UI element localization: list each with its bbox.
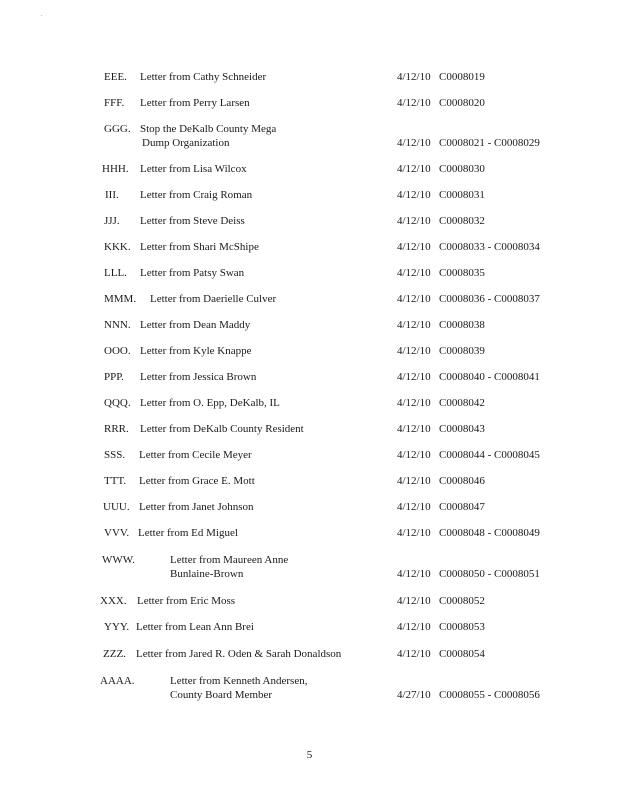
exhibit-date: 4/12/10 [397,595,431,607]
exhibit-code: LLL. [104,267,127,279]
exhibit-title [139,500,254,514]
exhibit-code: III. [105,189,119,201]
bates-range: C0008020 [439,97,485,109]
exhibit-title-line: Letter from O. Epp, DeKalb, IL [140,397,280,409]
bates-range: C0008054 [439,648,485,660]
bates-range: C0008044 - C0008045 [439,449,540,461]
exhibit-code: UUU. [103,501,130,513]
exhibit-title-line: Letter from Craig Roman [140,189,253,201]
exhibit-title [140,122,276,150]
bates-range: C0008035 [439,267,485,279]
exhibit-title [136,620,254,634]
exhibit-title [140,162,247,176]
exhibit-date: 4/12/10 [397,423,431,435]
bates-range: C0008040 - C0008041 [439,371,540,383]
exhibit-title-line: Letter from Cathy Schneider [140,71,267,83]
exhibit-code: OOO. [104,345,131,357]
exhibit-title-line: Dump Organization [142,137,230,149]
bates-range: C0008055 - C0008056 [439,689,540,701]
bates-range: C0008039 [439,345,485,357]
exhibit-title-line: Letter from Grace E. Mott [139,475,255,487]
exhibit-date: 4/12/10 [397,293,431,305]
bates-range: C0008036 - C0008037 [439,293,540,305]
page-number: 5 [306,749,313,761]
exhibit-code: JJJ. [104,215,120,227]
bates-range: C0008019 [439,71,485,83]
exhibit-code: YYY. [104,621,130,633]
exhibit-code: SSS. [104,449,126,461]
exhibit-title-line: Letter from Kenneth Andersen, [170,675,308,687]
exhibit-code: AAAA. [100,675,135,687]
bates-range: C0008053 [439,621,485,633]
exhibit-code: GGG. [104,123,131,135]
exhibit-title [140,396,280,410]
bates-range: C0008033 - C0008034 [439,241,540,253]
exhibit-date: 4/12/10 [397,345,431,357]
exhibit-date: 4/12/10 [397,501,431,513]
exhibit-title [136,647,341,661]
exhibit-title [140,266,244,280]
exhibit-code: KKK. [104,241,131,253]
exhibit-title-line: Letter from Ed Miguel [138,527,238,539]
bates-range: C0008047 [439,501,485,513]
exhibit-code: ZZZ. [103,648,126,660]
bates-range: C0008048 - C0008049 [439,527,540,539]
exhibit-date: 4/12/10 [397,371,431,383]
bates-range: C0008050 - C0008051 [439,568,540,580]
exhibit-date: 4/12/10 [397,397,431,409]
exhibit-title-line: Letter from Eric Moss [137,595,236,607]
exhibit-title-line: Letter from Kyle Knappe [140,345,252,357]
exhibit-title-line: County Board Member [170,689,273,701]
exhibit-date: 4/12/10 [397,71,431,83]
exhibit-title [140,370,256,384]
exhibit-date: 4/12/10 [397,241,431,253]
exhibit-date: 4/27/10 [397,689,431,701]
exhibit-title [140,188,252,202]
exhibit-date: 4/12/10 [397,449,431,461]
exhibit-date: 4/12/10 [397,475,431,487]
exhibit-title-line: Letter from Shari McShipe [140,241,259,253]
exhibit-date: 4/12/10 [397,319,431,331]
exhibit-code: EEE. [104,71,127,83]
exhibit-title [140,214,245,228]
exhibit-code: WWW. [102,554,135,566]
exhibit-title-line: Letter from Patsy Swan [140,267,245,279]
bates-range: C0008043 [439,423,485,435]
exhibit-code: TTT. [104,475,127,487]
exhibit-date: 4/12/10 [397,527,431,539]
exhibit-title-line: Stop the DeKalb County Mega [140,123,277,135]
exhibit-title [170,674,307,702]
exhibit-code: XXX. [100,595,127,607]
exhibit-title [140,422,304,436]
exhibit-code: FFF. [104,97,125,109]
exhibit-title [140,70,266,84]
bates-range: C0008031 [439,189,485,201]
exhibit-date: 4/12/10 [397,568,431,580]
exhibit-title-line: Letter from Jared R. Oden & Sarah Donaldson [136,648,342,660]
exhibit-date: 4/12/10 [397,267,431,279]
exhibit-title-line: Letter from Jessica Brown [140,371,257,383]
exhibit-title-line: Letter from Perry Larsen [140,97,250,109]
bates-range: C0008052 [439,595,485,607]
exhibit-date: 4/12/10 [397,621,431,633]
exhibit-title [140,318,250,332]
exhibit-title [138,526,238,540]
exhibit-title-line: Bunlaine-Brown [170,568,244,580]
exhibit-title-line: Letter from Janet Johnson [139,501,254,513]
exhibit-title [140,240,259,254]
exhibit-title-line: Letter from Daerielle Culver [150,293,277,305]
exhibit-date: 4/12/10 [397,189,431,201]
exhibit-title [139,474,255,488]
exhibit-title [170,553,288,581]
exhibit-title-line: Letter from Steve Deiss [140,215,245,227]
exhibit-code: MMM. [104,293,137,305]
exhibit-title-line: Letter from DeKalb County Resident [140,423,304,435]
exhibit-date: 4/12/10 [397,163,431,175]
exhibit-date: 4/12/10 [397,215,431,227]
bates-range: C0008038 [439,319,485,331]
bates-range: C0008042 [439,397,485,409]
exhibit-title-line: Letter from Maureen Anne [170,554,289,566]
exhibit-title [137,594,235,608]
exhibit-date: 4/12/10 [397,648,431,660]
exhibit-code: NNN. [104,319,131,331]
exhibit-title [139,448,252,462]
exhibit-code: PPP. [104,371,124,383]
exhibit-code: HHH. [102,163,129,175]
exhibit-title-line: Letter from Dean Maddy [140,319,251,331]
exhibit-code: RRR. [104,423,129,435]
exhibit-title-line: Letter from Lean Ann Brei [136,621,254,633]
bates-range: C0008046 [439,475,485,487]
bates-range: C0008030 [439,163,485,175]
exhibit-code: VVV. [104,527,130,539]
exhibit-date: 4/12/10 [397,97,431,109]
exhibit-title-line: Letter from Lisa Wilcox [140,163,247,175]
exhibit-title [150,292,276,306]
exhibit-code: QQQ. [104,397,131,409]
bates-range: C0008032 [439,215,485,227]
exhibit-date: 4/12/10 [397,137,431,149]
page-corner-mark: . [41,12,43,18]
exhibit-title-line: Letter from Cecile Meyer [139,449,252,461]
bates-range: C0008021 - C0008029 [439,137,540,149]
exhibit-title [140,96,250,110]
exhibit-title [140,344,251,358]
